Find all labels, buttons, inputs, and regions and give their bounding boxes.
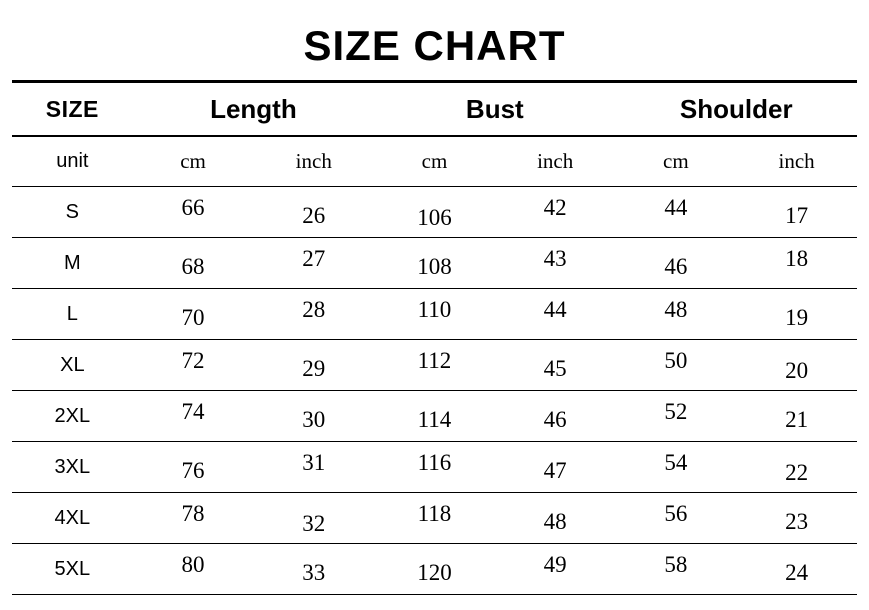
cell-bust-cm: 118 xyxy=(374,489,495,540)
cell-size: 3XL xyxy=(12,442,133,493)
table-header-group-row xyxy=(12,82,857,137)
cell-bust-cm: 106 xyxy=(374,193,495,244)
cell-length-cm: 74 xyxy=(133,387,254,438)
table-row xyxy=(12,544,857,595)
size-chart-table xyxy=(12,80,857,595)
cell-bust-inch: 43 xyxy=(495,234,616,285)
table-row xyxy=(12,340,857,391)
cell-shoulder-inch: 22 xyxy=(736,448,857,499)
cell-bust-cm: 120 xyxy=(374,548,495,599)
cell-shoulder-inch: 24 xyxy=(736,548,857,599)
cell-length-inch: 27 xyxy=(253,234,374,285)
unit-label: unit xyxy=(12,136,133,187)
cell-size: 4XL xyxy=(12,493,133,544)
cell-length-cm: 78 xyxy=(133,489,254,540)
header-bust: Bust xyxy=(374,82,615,137)
cell-bust-cm: 112 xyxy=(374,336,495,387)
cell-length-cm: 70 xyxy=(133,293,254,344)
cell-shoulder-cm: 56 xyxy=(616,489,737,540)
cell-length-cm: 80 xyxy=(133,540,254,591)
cell-shoulder-inch: 19 xyxy=(736,293,857,344)
cell-size: 5XL xyxy=(12,544,133,595)
cell-length-cm: 72 xyxy=(133,336,254,387)
cell-shoulder-inch: 21 xyxy=(736,395,857,446)
table-row xyxy=(12,289,857,340)
table-unit-row xyxy=(12,136,857,187)
cell-shoulder-inch: 18 xyxy=(736,234,857,285)
cell-bust-inch: 47 xyxy=(495,446,616,497)
cell-shoulder-cm: 50 xyxy=(616,336,737,387)
cell-bust-cm: 110 xyxy=(374,285,495,336)
cell-length-cm: 68 xyxy=(133,242,254,293)
cell-shoulder-inch: 20 xyxy=(736,346,857,397)
table-row xyxy=(12,493,857,544)
unit-length-inch: inch xyxy=(253,136,374,187)
cell-bust-inch: 42 xyxy=(495,183,616,234)
cell-size: M xyxy=(12,238,133,289)
cell-size: 2XL xyxy=(12,391,133,442)
cell-bust-inch: 45 xyxy=(495,344,616,395)
cell-shoulder-cm: 52 xyxy=(616,387,737,438)
table-row xyxy=(12,187,857,238)
cell-bust-inch: 44 xyxy=(495,285,616,336)
header-shoulder: Shoulder xyxy=(616,82,857,137)
page-title: SIZE CHART xyxy=(303,22,566,69)
cell-length-inch: 32 xyxy=(253,499,374,550)
cell-size: XL xyxy=(12,340,133,391)
cell-bust-cm: 108 xyxy=(374,242,495,293)
table-row xyxy=(12,238,857,289)
unit-shoulder-cm: cm xyxy=(616,136,737,187)
cell-length-inch: 26 xyxy=(253,191,374,242)
cell-length-inch: 33 xyxy=(253,548,374,599)
unit-shoulder-inch: inch xyxy=(736,136,857,187)
cell-shoulder-cm: 58 xyxy=(616,540,737,591)
cell-length-inch: 29 xyxy=(253,344,374,395)
cell-length-cm: 76 xyxy=(133,446,254,497)
table-row xyxy=(12,442,857,493)
cell-bust-inch: 46 xyxy=(495,395,616,446)
cell-bust-cm: 116 xyxy=(374,438,495,489)
header-size: SIZE xyxy=(12,82,133,137)
cell-length-cm: 66 xyxy=(133,183,254,234)
cell-shoulder-inch: 23 xyxy=(736,497,857,548)
cell-length-inch: 30 xyxy=(253,395,374,446)
cell-shoulder-cm: 48 xyxy=(616,285,737,336)
cell-shoulder-inch: 17 xyxy=(736,191,857,242)
cell-bust-inch: 49 xyxy=(495,540,616,591)
cell-shoulder-cm: 46 xyxy=(616,242,737,293)
cell-size: L xyxy=(12,289,133,340)
unit-bust-inch: inch xyxy=(495,136,616,187)
cell-bust-cm: 114 xyxy=(374,395,495,446)
cell-shoulder-cm: 44 xyxy=(616,183,737,234)
header-length: Length xyxy=(133,82,374,137)
unit-bust-cm: cm xyxy=(374,136,495,187)
table-row xyxy=(12,391,857,442)
cell-length-inch: 31 xyxy=(253,438,374,489)
cell-bust-inch: 48 xyxy=(495,497,616,548)
cell-size: S xyxy=(12,187,133,238)
unit-length-cm: cm xyxy=(133,136,254,187)
cell-length-inch: 28 xyxy=(253,285,374,336)
cell-shoulder-cm: 54 xyxy=(616,438,737,489)
